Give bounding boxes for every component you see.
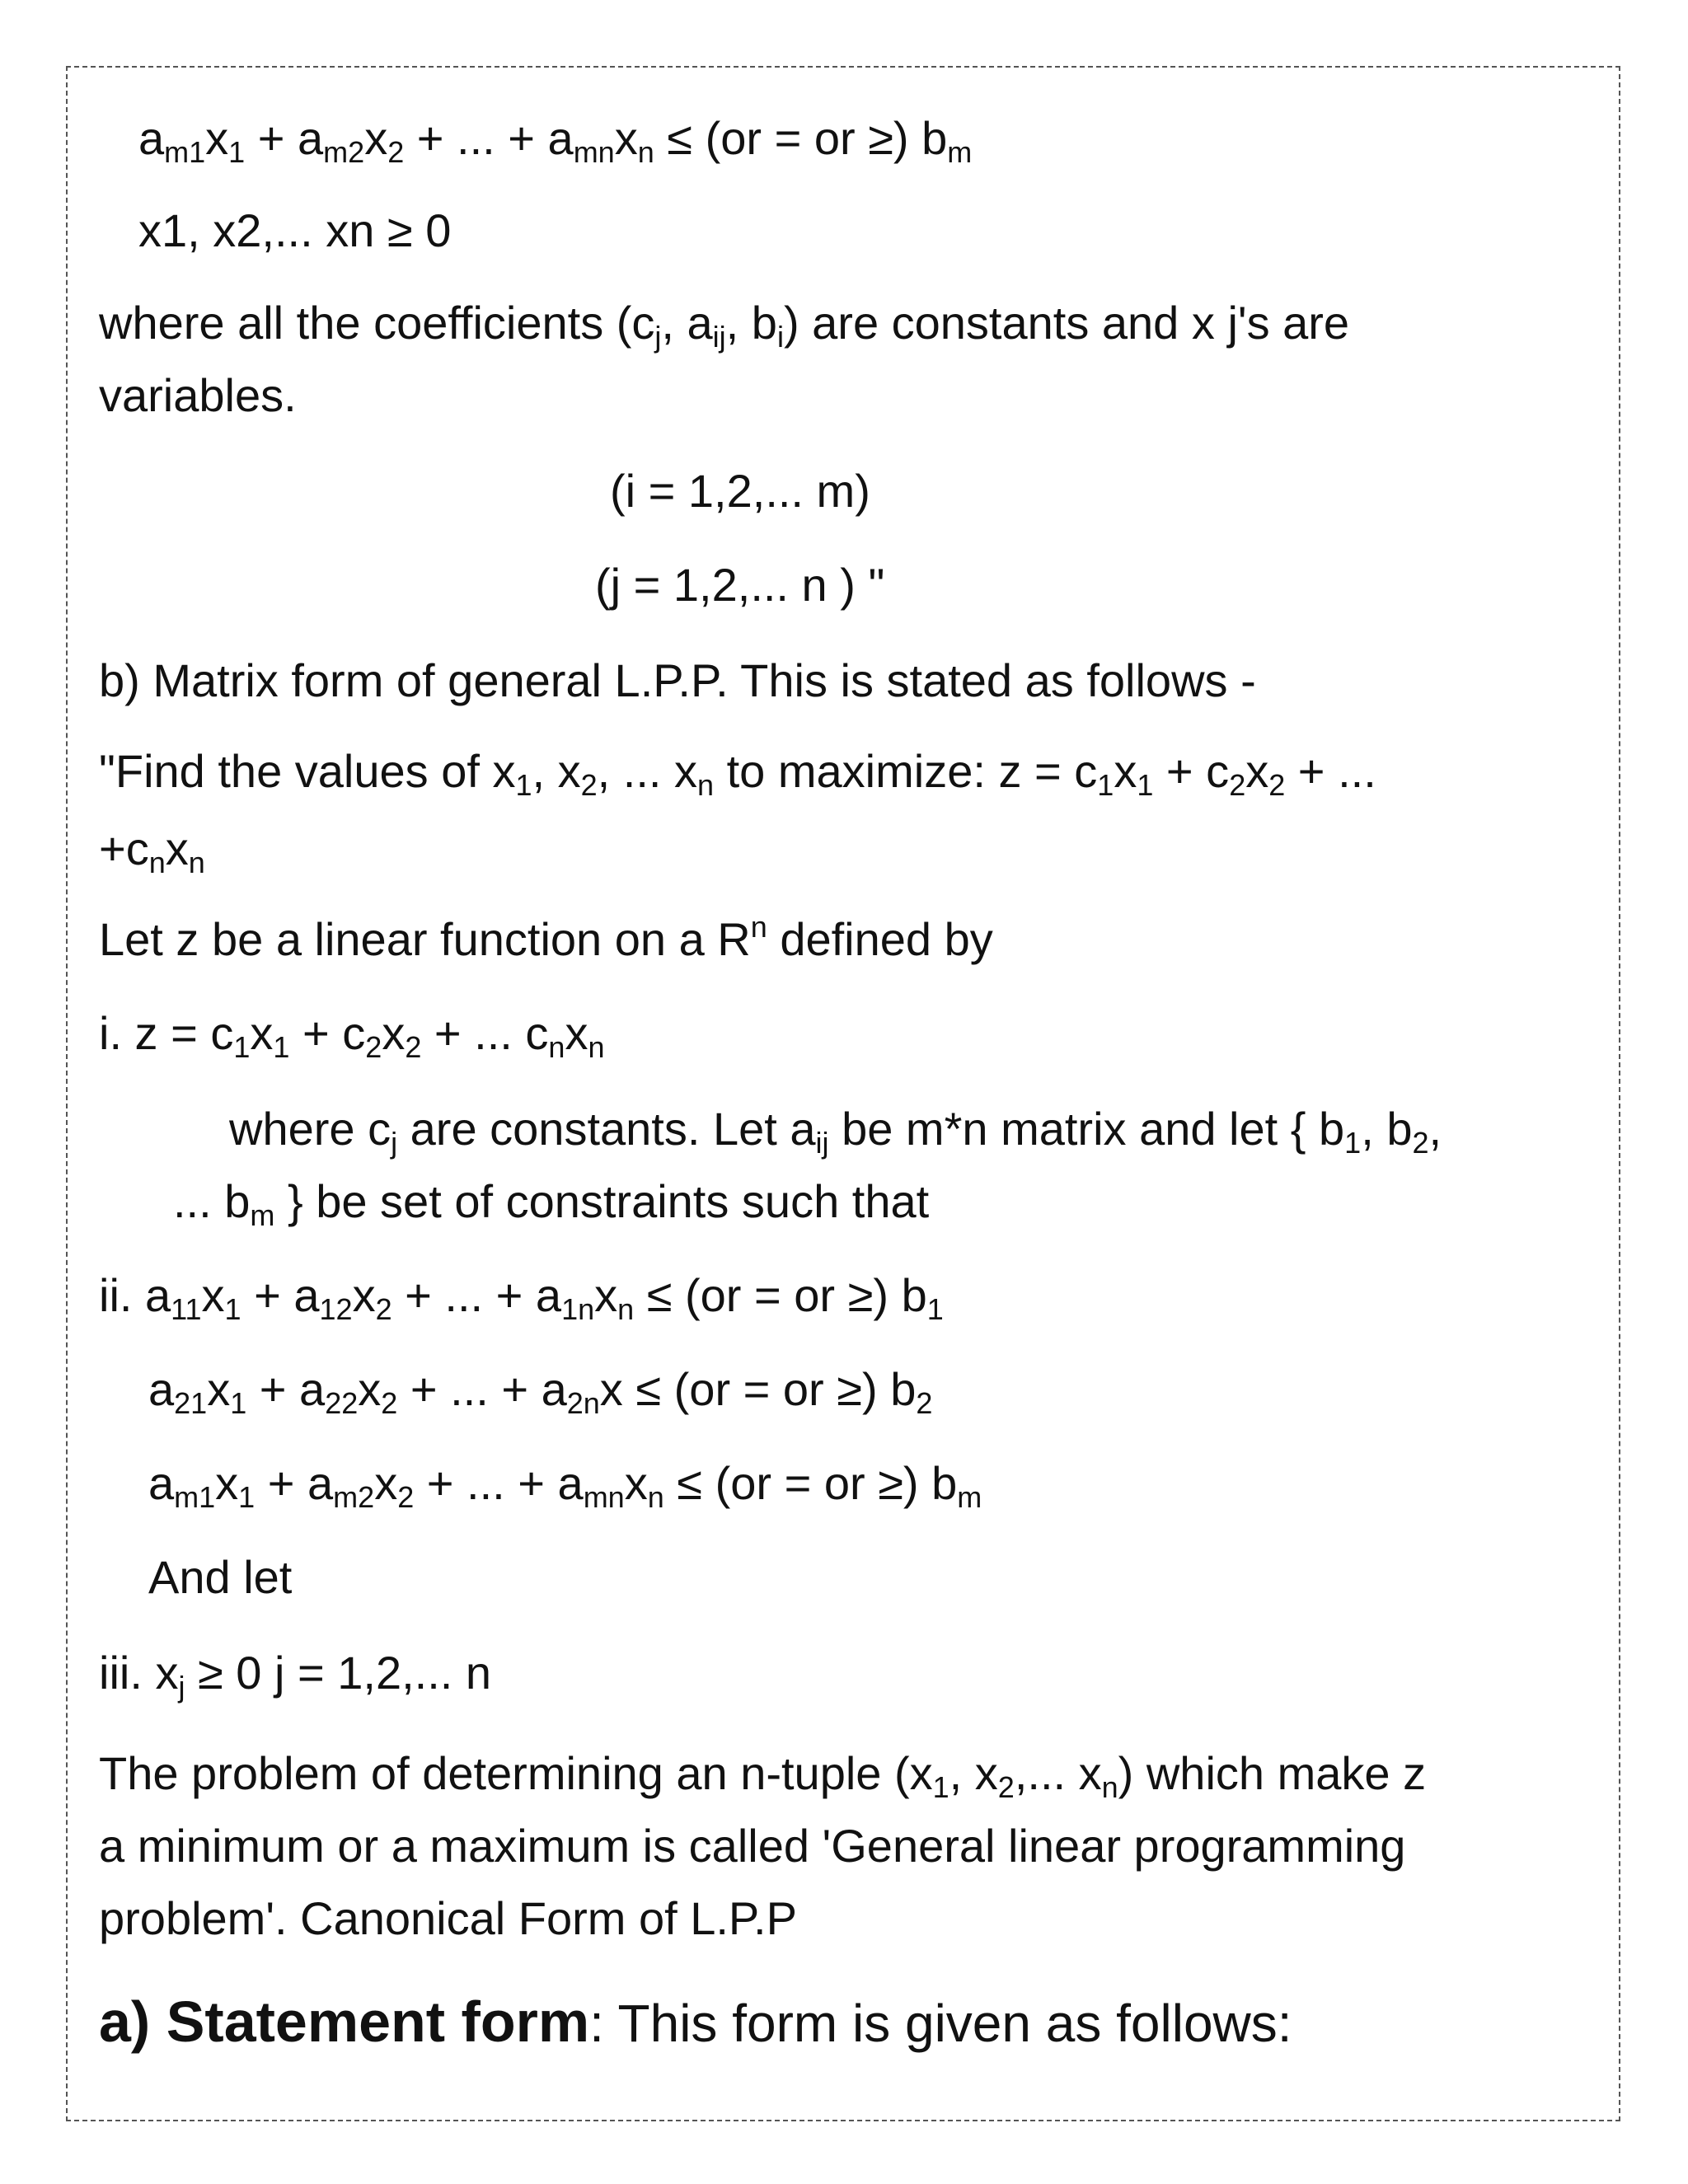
subscript: n bbox=[697, 768, 715, 802]
subscript: 2 bbox=[387, 135, 405, 169]
subscript: 22 bbox=[325, 1386, 359, 1420]
text-run: + ... bbox=[1285, 745, 1376, 797]
subscript: j bbox=[178, 1670, 185, 1704]
text-run: a bbox=[138, 112, 165, 164]
text-run: ≤ (or = or ≥) b bbox=[654, 112, 948, 164]
text-run: x bbox=[352, 1269, 376, 1321]
list-item-iii bbox=[99, 1647, 492, 1704]
text-run: a bbox=[148, 1363, 175, 1415]
text-run: , x bbox=[532, 745, 581, 797]
subscript: m bbox=[947, 135, 973, 169]
subscript: mn bbox=[573, 135, 615, 169]
subscript: 2 bbox=[1412, 1126, 1429, 1160]
text-run: + ... + a bbox=[414, 1457, 584, 1509]
paragraph-line bbox=[99, 1892, 797, 1944]
subscript: 2 bbox=[997, 1770, 1015, 1804]
list-item-ii bbox=[99, 1269, 944, 1326]
subscript: i bbox=[776, 320, 784, 354]
text-run: x bbox=[250, 1007, 274, 1059]
subscript: n bbox=[647, 1480, 664, 1514]
text-run: , x bbox=[949, 1747, 998, 1799]
subscript: 2 bbox=[405, 1030, 422, 1064]
text-run: iii. x bbox=[99, 1647, 179, 1699]
statement-form-heading bbox=[99, 1990, 1292, 2054]
text-run: to maximize: z = c bbox=[714, 745, 1098, 797]
subscript: m2 bbox=[333, 1480, 375, 1514]
text-run: ii. a bbox=[99, 1269, 171, 1321]
text-run: ... b bbox=[173, 1175, 251, 1227]
heading-bold-label: a) Statement form bbox=[99, 1990, 590, 2054]
subscript: 1 bbox=[228, 135, 246, 169]
text-run: , b bbox=[1361, 1103, 1413, 1155]
subscript: 2n bbox=[566, 1386, 600, 1420]
text-run: (i = 1,2,... m) bbox=[610, 465, 870, 517]
text-run: a bbox=[148, 1457, 175, 1509]
text-run: be m*n matrix and let { b bbox=[828, 1103, 1345, 1155]
text-run: ,... x bbox=[1014, 1747, 1102, 1799]
subscript: 1 bbox=[224, 1292, 241, 1326]
subscript: 1 bbox=[230, 1386, 247, 1420]
text-run: x bbox=[207, 1363, 231, 1415]
text-run: x bbox=[364, 112, 388, 164]
subscript: m bbox=[250, 1198, 275, 1232]
text-run: +c bbox=[99, 823, 149, 874]
subscript: 2 bbox=[916, 1386, 933, 1420]
text-run: ≤ (or = or ≥) b bbox=[634, 1269, 927, 1321]
paragraph-line bbox=[99, 1747, 1427, 1804]
subscript: m2 bbox=[323, 135, 365, 169]
text-run: } be set of constraints such that bbox=[274, 1175, 930, 1227]
subscript: 2 bbox=[365, 1030, 382, 1064]
subscript: ij bbox=[815, 1126, 829, 1160]
subscript: 1 bbox=[1137, 768, 1154, 802]
subscript: 1 bbox=[926, 1292, 944, 1326]
subscript: n bbox=[588, 1030, 605, 1064]
paragraph-line bbox=[229, 1103, 1442, 1160]
text-run: , bbox=[1428, 1103, 1442, 1155]
text-run: ≥ 0 j = 1,2,... n bbox=[185, 1647, 492, 1699]
text-run: ) are constants and x j's are bbox=[783, 297, 1350, 349]
equation-line bbox=[148, 1363, 933, 1420]
text-run: "Find the values of x bbox=[99, 745, 516, 797]
subscript: 2 bbox=[1229, 768, 1246, 802]
text-run: defined by bbox=[767, 913, 993, 965]
text-run: problem'. Canonical Form of L.P.P bbox=[99, 1892, 797, 1944]
text-run: And let bbox=[148, 1551, 293, 1603]
text-run: , a bbox=[661, 297, 713, 349]
subscript: 1 bbox=[238, 1480, 256, 1514]
text-run: + c bbox=[289, 1007, 366, 1059]
text-run: , b bbox=[725, 297, 777, 349]
subscript: 2 bbox=[397, 1480, 415, 1514]
index-range-line bbox=[610, 465, 870, 517]
subscript: 1 bbox=[515, 768, 532, 802]
subscript: m bbox=[957, 1480, 982, 1514]
index-range-line bbox=[595, 559, 885, 611]
subscript: n bbox=[188, 846, 205, 879]
list-item-i bbox=[99, 1007, 605, 1064]
text-run: x bbox=[205, 112, 229, 164]
text-run: where all the coefficients (c bbox=[99, 297, 655, 349]
paragraph-line bbox=[99, 297, 1350, 354]
subscript: ij bbox=[712, 320, 726, 354]
text-run: x bbox=[594, 1269, 618, 1321]
subscript: 12 bbox=[319, 1292, 353, 1326]
subscript: 1 bbox=[1097, 768, 1114, 802]
text-run: x bbox=[565, 1007, 588, 1059]
equation-line bbox=[138, 112, 973, 169]
paragraph-line bbox=[99, 369, 297, 421]
paragraph-line bbox=[99, 823, 205, 879]
text-run: where c bbox=[229, 1103, 392, 1155]
text-run: + ... + a bbox=[404, 112, 574, 164]
subscript: 1 bbox=[932, 1770, 950, 1804]
text-run: x ≤ (or = or ≥) b bbox=[599, 1363, 917, 1415]
paragraph-line bbox=[148, 1551, 293, 1603]
subscript: 2 bbox=[375, 1292, 392, 1326]
text-run: ) which make z bbox=[1118, 1747, 1427, 1799]
text-run: + a bbox=[245, 112, 324, 164]
text-run: x bbox=[614, 112, 638, 164]
text-run: x bbox=[374, 1457, 398, 1509]
subscript: 1 bbox=[233, 1030, 251, 1064]
text-run: x bbox=[1245, 745, 1269, 797]
subscript: 2 bbox=[381, 1386, 398, 1420]
text-run: + ... + a bbox=[397, 1363, 567, 1415]
text-run: + c bbox=[1153, 745, 1230, 797]
superscript: n bbox=[750, 910, 767, 944]
subscript: j bbox=[391, 1126, 398, 1160]
subscript: n bbox=[617, 1292, 635, 1326]
nonnegativity-line bbox=[138, 204, 452, 256]
subscript: mn bbox=[583, 1480, 625, 1514]
heading-rest-text: : This form is given as follows: bbox=[589, 1994, 1292, 2053]
text-run: a minimum or a maximum is called 'General linear programming bbox=[99, 1820, 1406, 1872]
text-run: , ... x bbox=[597, 745, 698, 797]
text-run: ≤ (or = or ≥) b bbox=[663, 1457, 958, 1509]
text-run: x bbox=[1114, 745, 1137, 797]
subscript: n bbox=[548, 1030, 565, 1064]
text-run: x bbox=[201, 1269, 225, 1321]
subscript: 21 bbox=[174, 1386, 208, 1420]
paragraph-line bbox=[99, 745, 1376, 802]
text-run: x1, x2,... xn ≥ 0 bbox=[138, 204, 452, 256]
text-run: x bbox=[215, 1457, 239, 1509]
subscript: 1n bbox=[561, 1292, 595, 1326]
subscript: 11 bbox=[171, 1292, 202, 1326]
text-run: The problem of determining an n-tuple (x bbox=[99, 1747, 933, 1799]
text-run: Let z be a linear function on a R bbox=[99, 913, 751, 965]
section-line bbox=[99, 654, 1256, 706]
subscript: 2 bbox=[580, 768, 598, 802]
text-run: x bbox=[382, 1007, 406, 1059]
text-run: + a bbox=[241, 1269, 320, 1321]
subscript: m1 bbox=[164, 135, 206, 169]
text-run: x bbox=[358, 1363, 382, 1415]
text-run: + ... + a bbox=[392, 1269, 562, 1321]
text-run: i. z = c bbox=[99, 1007, 234, 1059]
subscript: 1 bbox=[273, 1030, 290, 1064]
text-run: x bbox=[165, 823, 189, 874]
text-run: x bbox=[624, 1457, 648, 1509]
text-run: variables. bbox=[99, 369, 297, 421]
text-run: b) Matrix form of general L.P.P. This is stated as follows - bbox=[99, 654, 1256, 706]
text-run: + a bbox=[255, 1457, 334, 1509]
equation-line bbox=[148, 1457, 982, 1514]
paragraph-line bbox=[173, 1175, 930, 1232]
subscript: m1 bbox=[174, 1480, 216, 1514]
subscript: 1 bbox=[1344, 1126, 1362, 1160]
subscript: n bbox=[1101, 1770, 1118, 1804]
subscript: j bbox=[654, 320, 662, 354]
subscript: 2 bbox=[1268, 768, 1286, 802]
text-run: are constants. Let a bbox=[397, 1103, 816, 1155]
text-run: (j = 1,2,... n ) " bbox=[595, 559, 885, 611]
paragraph-line bbox=[99, 910, 993, 965]
paragraph-line bbox=[99, 1820, 1406, 1872]
text-run: + a bbox=[246, 1363, 326, 1415]
subscript: n bbox=[637, 135, 654, 169]
subscript: n bbox=[148, 846, 166, 879]
page-border bbox=[66, 66, 1620, 2121]
text-run: + ... c bbox=[421, 1007, 549, 1059]
